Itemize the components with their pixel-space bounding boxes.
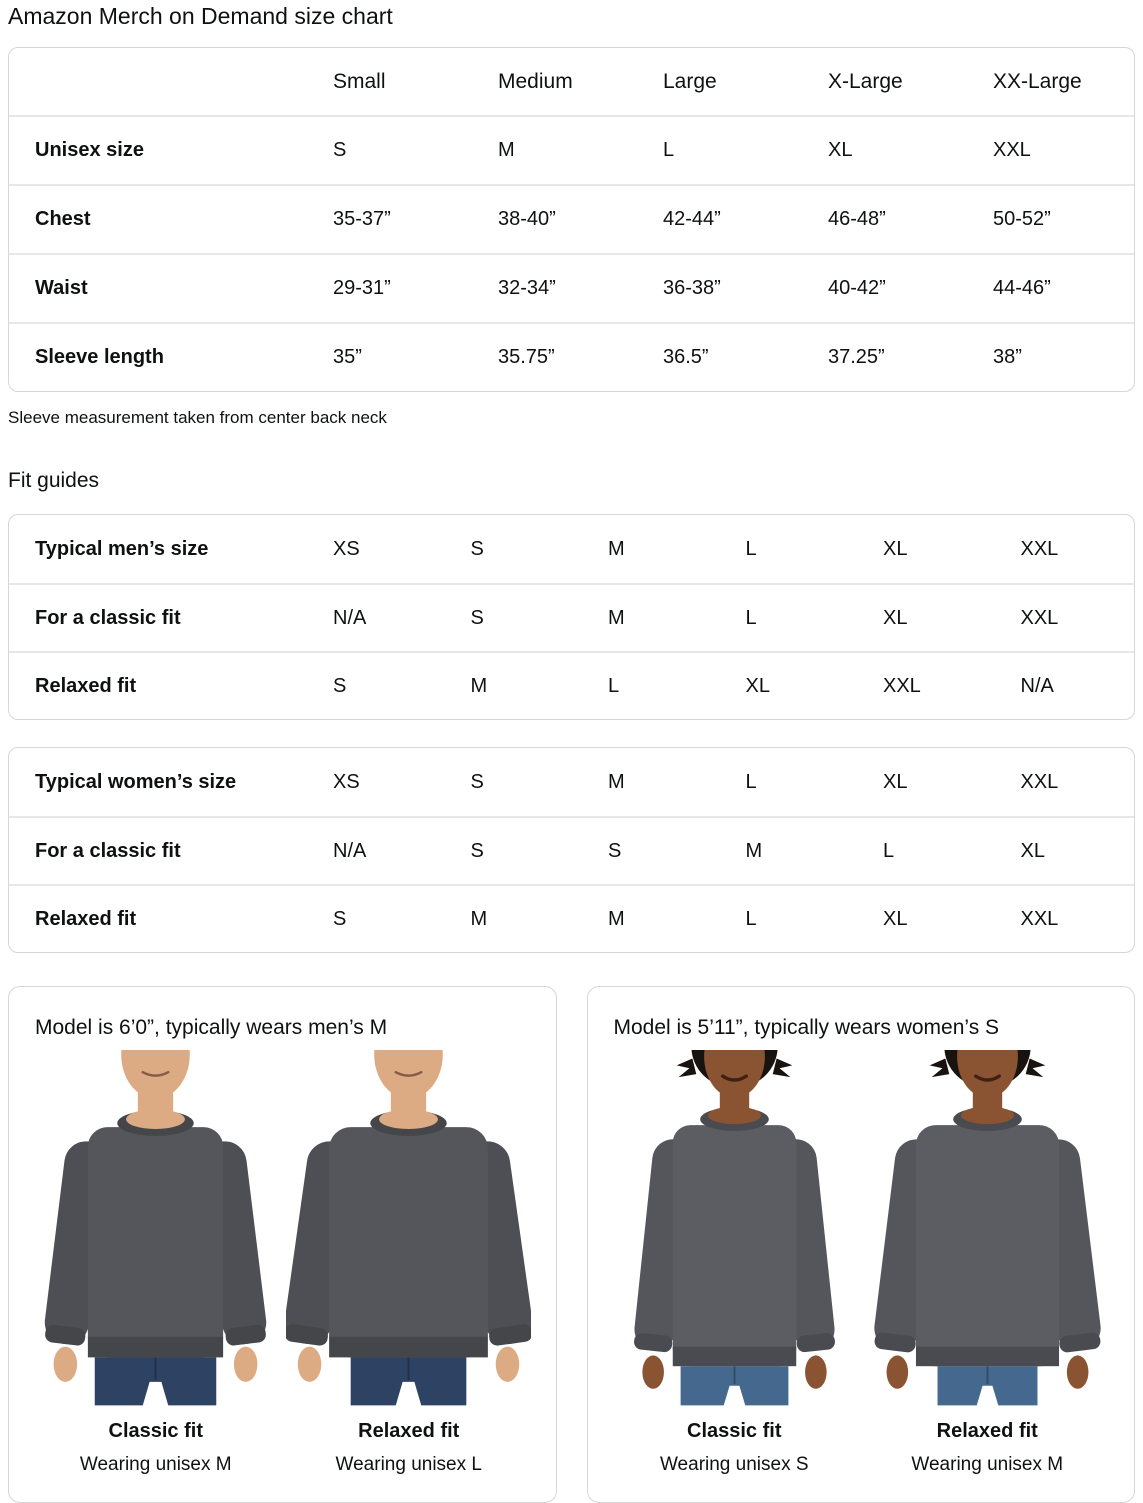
column-header-x-large: X-Large (828, 69, 903, 93)
fit-cell: L (745, 907, 757, 930)
fit-cell: XL (883, 606, 908, 629)
model-photos (588, 1050, 1135, 1476)
fit-cell: S (470, 839, 484, 862)
fit-cell: L (745, 770, 757, 793)
fit-cell: M (608, 770, 625, 793)
row-label: Chest (35, 208, 91, 230)
fit-cell: M (470, 674, 488, 697)
size-cell: M (498, 139, 515, 161)
column-header-large: Large (663, 69, 717, 93)
wearing-caption: Wearing unisex S (659, 1454, 809, 1475)
row-classic-fit (9, 583, 1134, 651)
column-header-medium: Medium (498, 69, 573, 93)
row-typical-mens-size (9, 515, 1134, 583)
model-card-title: Model is 6’0”, typically wears men’s M (35, 1016, 388, 1039)
column-header-small: Small (333, 69, 386, 93)
fit-cell: M (608, 537, 625, 560)
fit-cell: S (333, 674, 347, 697)
womens-model-card (587, 986, 1136, 1503)
fit-caption: Classic fit (108, 1420, 203, 1442)
column-header-xx-large: XX-Large (993, 69, 1082, 93)
fit-cell: XL (883, 537, 908, 560)
model-photo-relaxed-fit (864, 1050, 1111, 1476)
fit-cell: S (333, 907, 347, 930)
size-cell: 42-44” (663, 208, 721, 230)
wearing-caption: Wearing unisex M (79, 1454, 232, 1475)
fit-caption: Relaxed fit (936, 1420, 1038, 1442)
size-cell: 38-40” (498, 208, 556, 230)
size-cell: 32-34” (498, 277, 556, 299)
row-label: Sleeve length (35, 346, 164, 368)
fit-cell: XS (333, 770, 360, 793)
size-cell: 40-42” (828, 277, 886, 299)
fit-cell: M (608, 606, 625, 629)
size-chart-header-row (9, 48, 1134, 115)
fit-cell: N/A (333, 606, 367, 629)
fit-cell: S (470, 537, 484, 560)
fit-cell: XL (883, 907, 908, 930)
row-label: Typical women’s size (35, 770, 237, 793)
row-sleeve-length (9, 322, 1134, 391)
male-model-classic-illustration (33, 1050, 278, 1408)
size-cell: 35.75” (498, 346, 555, 368)
sleeve-measurement-note: Sleeve measurement taken from center back neck (8, 408, 387, 427)
size-cell: 50-52” (993, 208, 1051, 230)
size-cell: 44-46” (993, 277, 1051, 299)
row-classic-fit (9, 816, 1134, 884)
fit-guides-heading: Fit guides (8, 469, 100, 492)
model-photo-relaxed-fit (285, 1050, 532, 1476)
size-cell: 29-31” (333, 277, 391, 299)
size-cell: S (333, 139, 347, 161)
womens-fit-guide-table (8, 747, 1135, 953)
fit-cell: S (470, 606, 484, 629)
male-model-relaxed-illustration (286, 1050, 531, 1408)
female-model-relaxed-illustration (865, 1050, 1110, 1408)
row-waist (9, 253, 1134, 322)
row-label: For a classic fit (35, 839, 181, 862)
female-model-classic-illustration (612, 1050, 857, 1408)
fit-cell: L (608, 674, 620, 697)
mens-model-card (8, 986, 557, 1503)
row-chest (9, 184, 1134, 253)
size-chart-table (8, 47, 1135, 392)
fit-cell: M (745, 839, 763, 862)
fit-cell: XXL (883, 674, 921, 697)
size-cell: 37.25” (828, 346, 885, 368)
model-cards-row (8, 986, 1135, 1503)
size-cell: 36-38” (663, 277, 721, 299)
size-cell: 38” (993, 346, 1022, 368)
fit-caption: Relaxed fit (358, 1420, 460, 1442)
fit-cell: S (608, 839, 622, 862)
size-cell: XL (828, 139, 853, 161)
row-typical-womens-size (9, 748, 1134, 816)
fit-cell: XXL (1020, 770, 1059, 793)
row-label: Waist (35, 277, 88, 299)
fit-cell: L (745, 537, 757, 560)
fit-cell: L (745, 606, 757, 629)
fit-cell: XL (1020, 839, 1045, 862)
fit-cell: XL (745, 674, 770, 697)
fit-cell: S (470, 770, 484, 793)
model-photo-classic-fit (32, 1050, 279, 1476)
fit-cell: XXL (1020, 537, 1059, 560)
size-cell: 35” (333, 346, 362, 368)
model-card-title: Model is 5’11”, typically wears women’s S (613, 1016, 1000, 1039)
fit-cell: N/A (333, 839, 367, 862)
page-title: Amazon Merch on Demand size chart (8, 3, 393, 29)
size-cell: XXL (993, 139, 1031, 161)
row-relaxed-fit (9, 651, 1134, 719)
fit-cell: L (883, 839, 895, 862)
fit-cell: XXL (1020, 907, 1059, 930)
wearing-caption: Wearing unisex M (911, 1454, 1064, 1475)
size-cell: L (663, 139, 675, 161)
size-cell: 35-37” (333, 208, 391, 230)
model-photo-classic-fit (611, 1050, 858, 1476)
row-unisex-size (9, 115, 1134, 184)
fit-cell: M (608, 907, 625, 930)
wearing-caption: Wearing unisex L (335, 1454, 482, 1475)
size-cell: 46-48” (828, 208, 886, 230)
fit-cell: XXL (1020, 606, 1059, 629)
fit-cell: XL (883, 770, 908, 793)
fit-cell: XS (333, 537, 360, 560)
fit-caption: Classic fit (687, 1420, 782, 1442)
fit-cell: N/A (1020, 674, 1054, 697)
row-label: For a classic fit (35, 606, 181, 629)
row-label: Relaxed fit (35, 674, 137, 697)
fit-cell: M (470, 907, 488, 930)
model-photos (9, 1050, 556, 1476)
row-label: Typical men’s size (35, 537, 209, 560)
row-label: Relaxed fit (35, 907, 137, 930)
mens-fit-guide-table (8, 514, 1135, 720)
row-relaxed-fit (9, 884, 1134, 952)
size-cell: 36.5” (663, 346, 709, 368)
row-label: Unisex size (35, 139, 144, 161)
